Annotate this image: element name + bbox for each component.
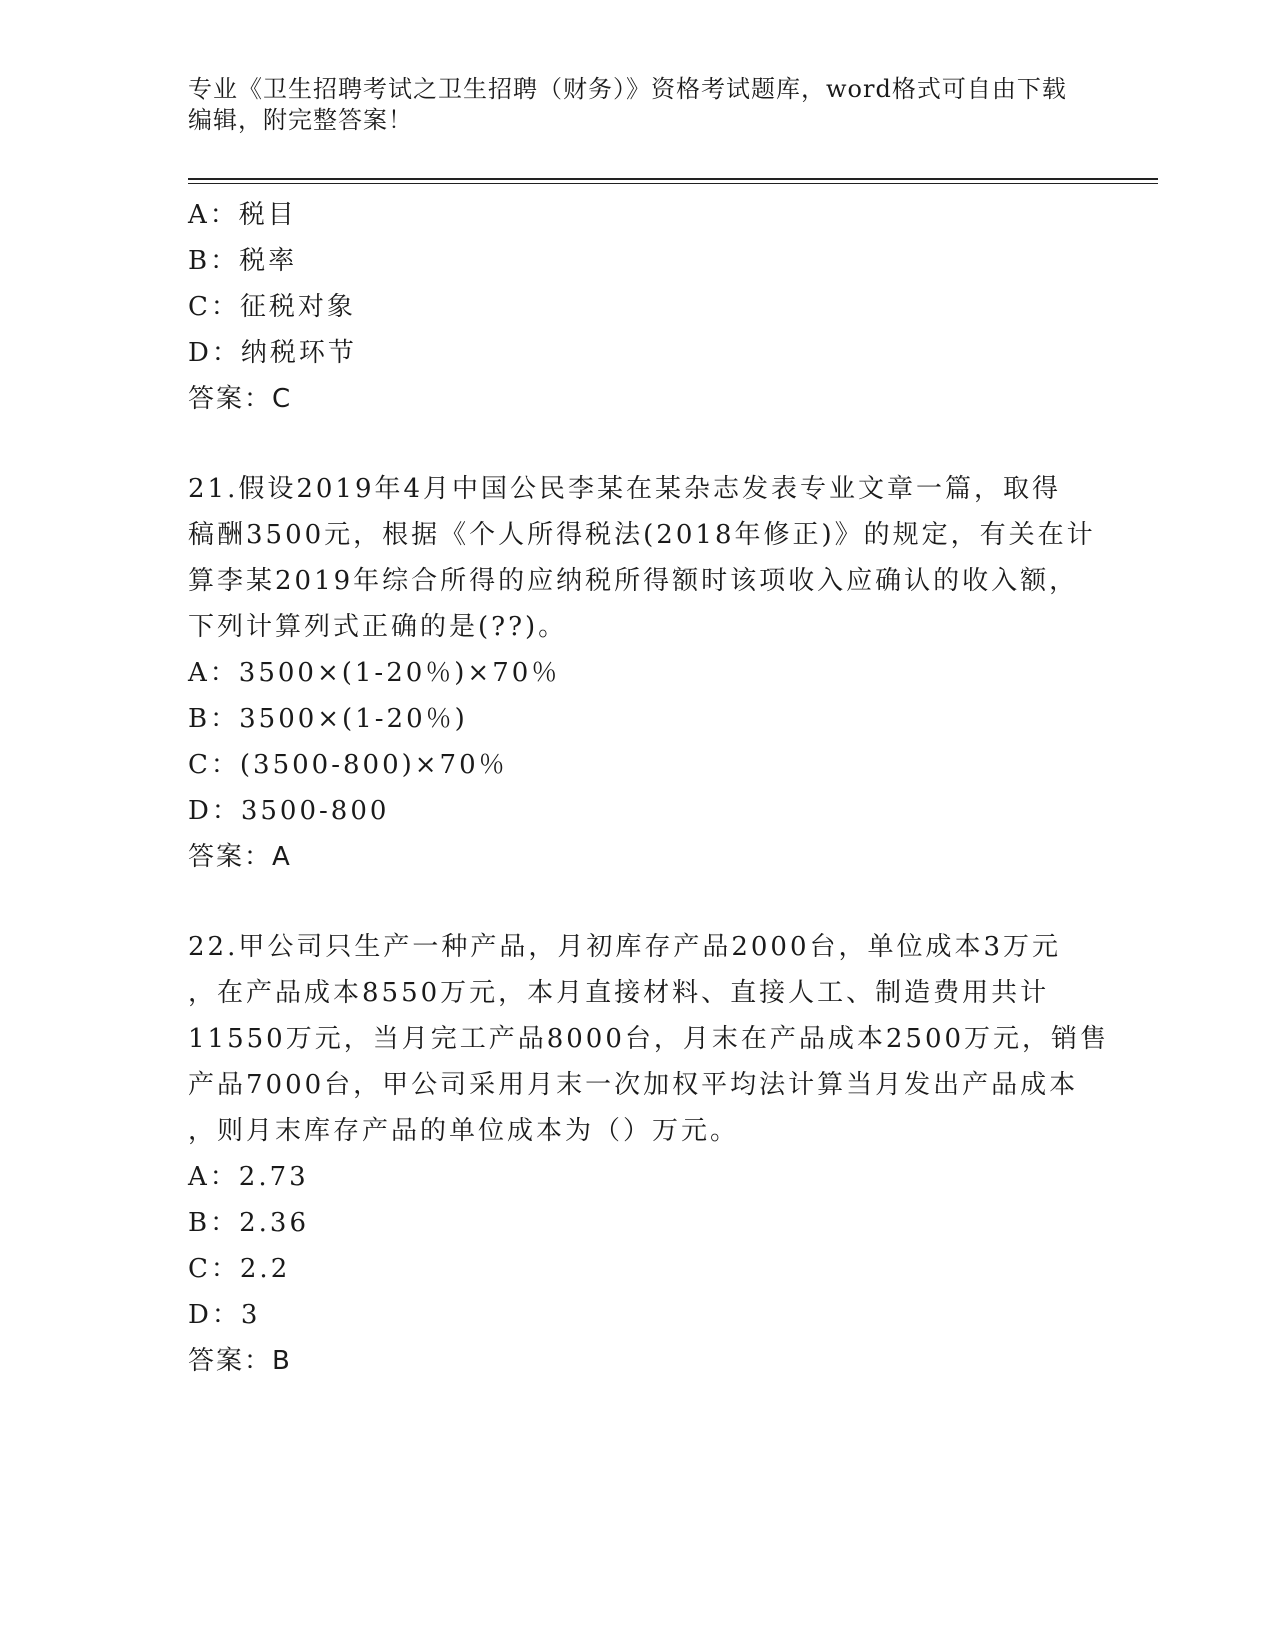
answer: 答案：B (188, 1346, 292, 1376)
option-a: A：2.73 (188, 1162, 309, 1192)
option-d: D：纳税环节 (188, 338, 357, 368)
header-line-1: 专业《卫生招聘考试之卫生招聘（财务）》资格考试题库，word格式可自由下载 (188, 75, 1067, 103)
stem-line: 产品7000台，甲公司采用月末一次加权平均法计算当月发出产品成本 (188, 1070, 1079, 1100)
answer: 答案：C (188, 384, 293, 414)
header-rule-thick (188, 178, 1158, 180)
question-list (188, 192, 1110, 1384)
stem-line: 11550万元，当月完工产品8000台，月末在产品成本2500万元，销售 (188, 1024, 1110, 1054)
option-d: D：3 (188, 1300, 261, 1330)
option-c: C：2.2 (188, 1254, 291, 1284)
stem-line: ，则月末库存产品的单位成本为（）万元。 (188, 1116, 740, 1146)
question-stem (188, 466, 1096, 650)
stem-line: 22.甲公司只生产一种产品，月初库存产品2000台，单位成本3万元 (188, 932, 1062, 962)
stem-line: 算李某2019年综合所得的应纳税所得额时该项收入应确认的收入额， (188, 566, 1079, 596)
option-a: A：税目 (188, 200, 297, 230)
question-20-options (188, 192, 1088, 422)
stem-line: 下列计算列式正确的是(??)。 (188, 612, 568, 642)
document-header (188, 74, 1088, 136)
question-22 (188, 924, 1110, 1384)
option-b: B：税率 (188, 246, 298, 276)
option-b: B：3500×(1-20％) (188, 704, 468, 734)
option-b: B：2.36 (188, 1208, 309, 1238)
stem-line: 21.假设2019年4月中国公民李某在某杂志发表专业文章一篇，取得 (188, 474, 1062, 504)
stem-line: ，在产品成本8550万元，本月直接材料、直接人工、制造费用共计 (188, 978, 1050, 1008)
question-21 (188, 466, 1096, 880)
option-c: C：征税对象 (188, 292, 356, 322)
option-a: A：3500×(1-20％)×70％ (188, 658, 561, 688)
header-line-2: 编辑，附完整答案！ (188, 106, 413, 134)
answer: 答案：A (188, 842, 292, 872)
question-stem (188, 924, 1110, 1154)
option-d: D：3500-800 (188, 796, 390, 826)
option-c: C：(3500-800)×70％ (188, 750, 508, 780)
stem-line: 稿酬3500元，根据《个人所得税法(2018年修正)》的规定，有关在计 (188, 520, 1096, 550)
header-rule-thin (188, 183, 1158, 184)
